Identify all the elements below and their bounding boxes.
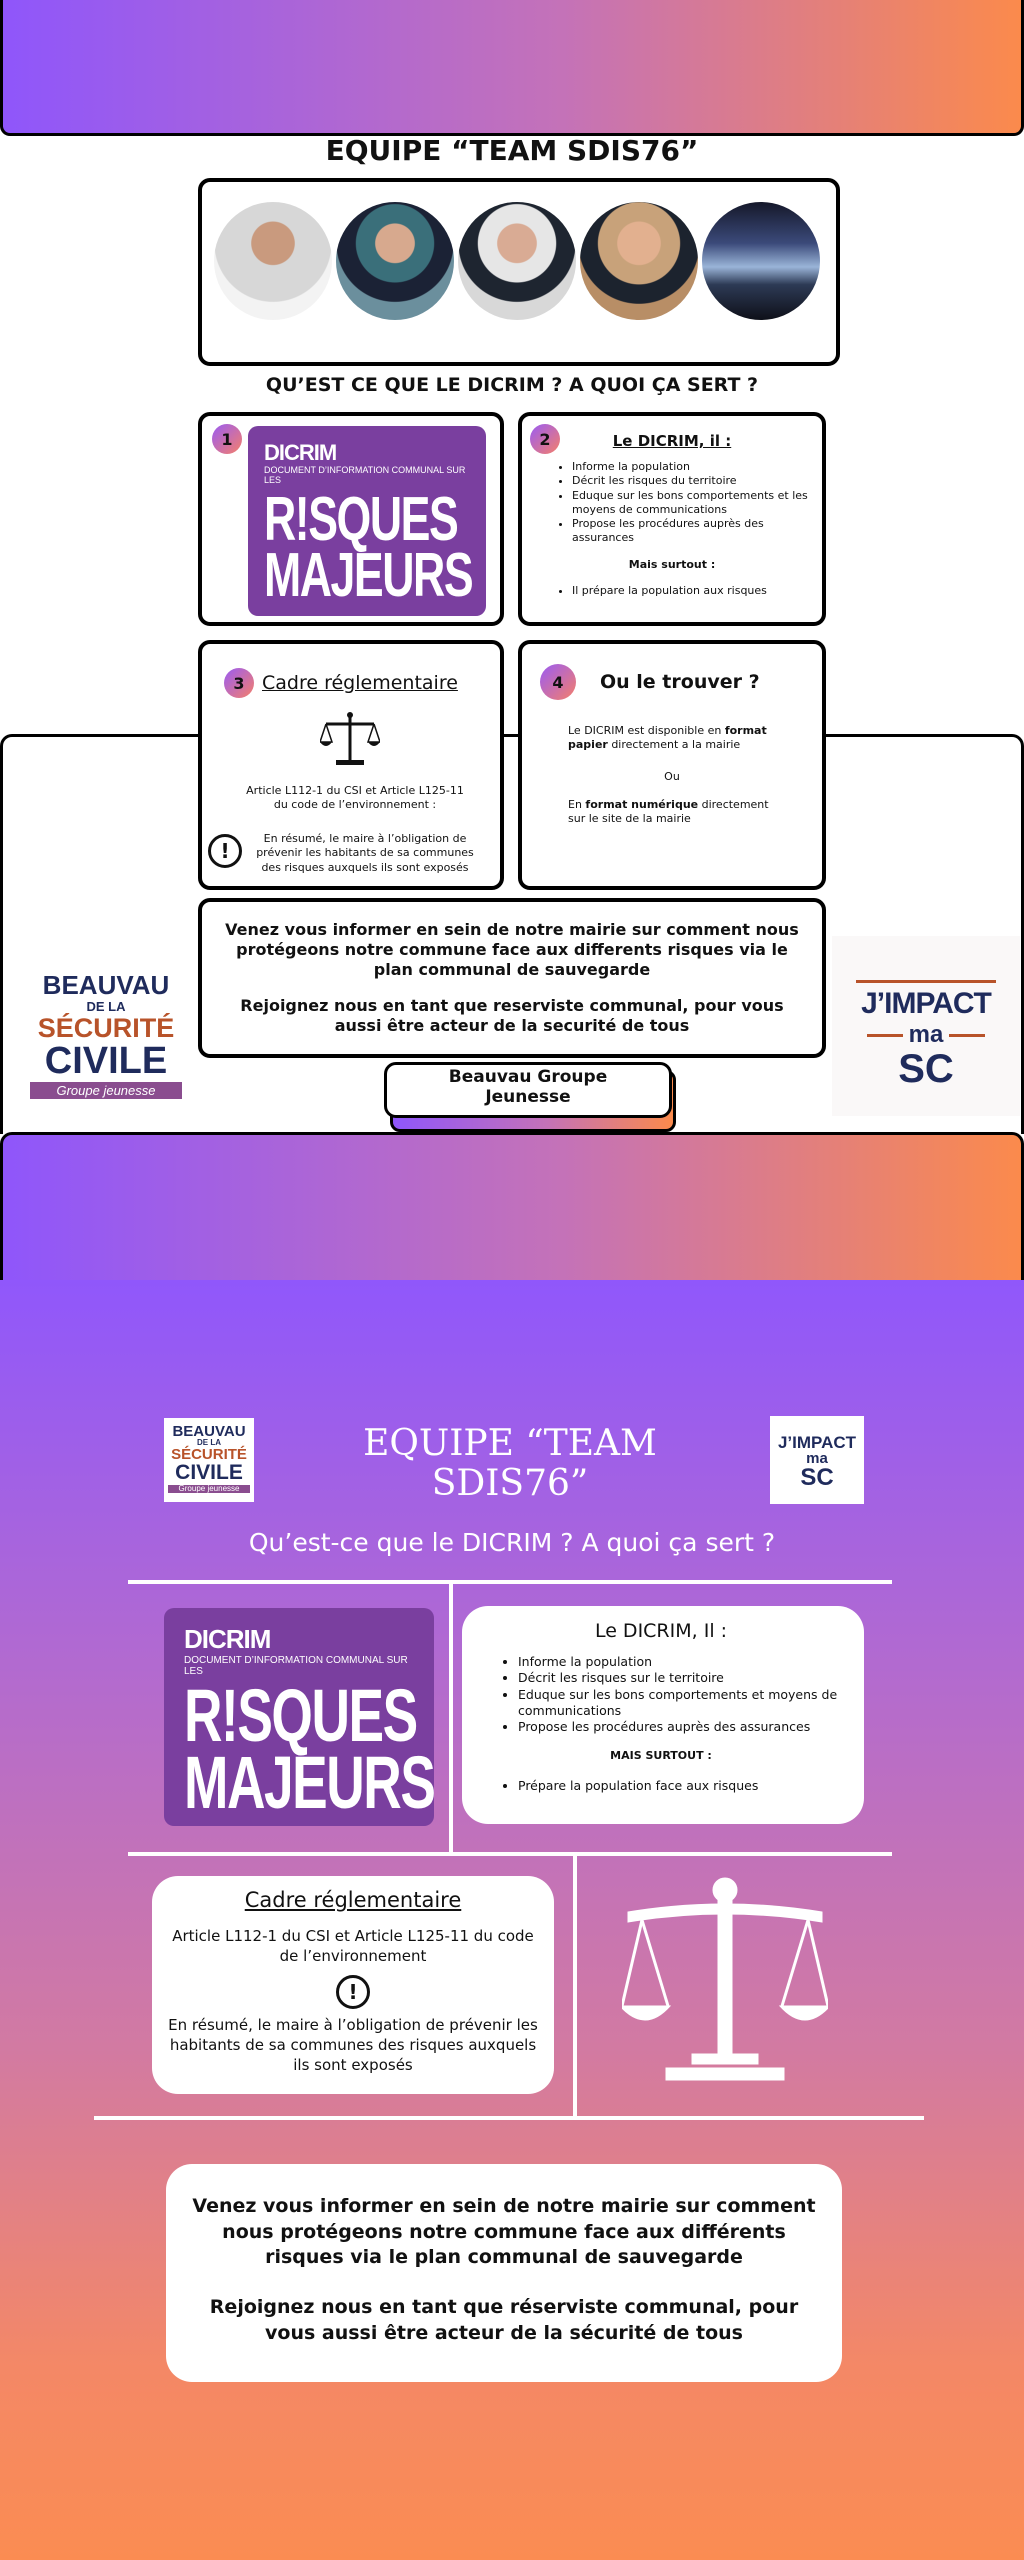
step-2-badge: 2	[530, 424, 560, 454]
beauvau-logo-small: BEAUVAU DE LA SÉCURITÉ CIVILE Groupe jeunesse	[164, 1418, 254, 1502]
cta-line-1: Venez vous informer en sein de notre mairie sur comment nous protégeons notre commune face aux differents risques via le plan communal de sauvegarde	[225, 920, 799, 979]
bottom-cta-line-1: Venez vous informer en sein de notre mairie sur comment nous protégeons notre commune face aux différents risques via le plan communal de sauvegarde	[192, 2195, 816, 2269]
card-cadre-reglementaire	[198, 640, 504, 890]
bottom-cta-card	[166, 2164, 842, 2382]
bottom-cadre-article: Article L112-1 du CSI et Article L125-11 du code de l’environnement	[172, 1927, 534, 1966]
beauvau-logo: BEAUVAU DE LA SÉCURITÉ CIVILE Groupe jeunesse	[30, 972, 182, 1099]
card4-or: Ou	[664, 770, 680, 783]
jimpact-logo: J’IMPACT ma SC	[832, 936, 1020, 1116]
cta-box	[198, 898, 826, 1058]
jimpact-logo-small: J’IMPACT ma SC	[770, 1416, 864, 1504]
card4-title: Ou le trouver ?	[600, 671, 760, 693]
cta-line-2: Rejoignez nous en tant que reserviste communal, pour vous aussi être acteur de la securité de tous	[240, 996, 784, 1035]
divider-middle	[128, 1852, 892, 1856]
card-dicrim-logo	[198, 412, 504, 626]
card3-title: Cadre réglementaire	[262, 672, 458, 694]
exclamation-icon: !	[208, 834, 242, 868]
bottom-dicrim-card-title: Le DICRIM, Il :	[594, 1620, 728, 1642]
exclamation-icon-bottom: !	[336, 1975, 370, 2009]
card4-paragraph-digital: En format numérique directement sur le site de la mairie	[568, 798, 769, 826]
bottom-cta-line-2: Rejoignez nous en tant que réserviste communal, pour vous aussi être acteur de la sécurité de tous	[209, 2295, 799, 2344]
scales-icon	[320, 710, 380, 770]
middle-banner	[0, 1132, 1024, 1280]
divider-bottom	[94, 2116, 924, 2120]
top-banner	[0, 0, 1024, 136]
step-3-badge: 3	[224, 668, 254, 698]
card4-paragraph-paper: Le DICRIM est disponible en format papier directement a la mairie	[568, 724, 767, 752]
team-member-photo-3	[458, 202, 576, 320]
dicrim-logo-bottom: DICRIM DOCUMENT D’INFORMATION COMMUNAL SUR LES R!SQUES MAJEURS	[164, 1608, 434, 1826]
team-photos-box	[198, 178, 840, 366]
bottom-cadre-card	[152, 1876, 554, 2094]
team-member-photo-5	[702, 202, 820, 320]
scales-icon-white	[622, 1876, 828, 2084]
bottom-dicrim-card: Le DICRIM, Il : • Informe la population • Décrit les risques sur le territoire • Eduque sur les bons comportements et moyens de communications • Propose les procédures auprès des assurances MAIS SURTOUT : • Prépare la population face aux risques	[462, 1606, 864, 1824]
team-member-photo-2	[336, 202, 454, 320]
bottom-question: Qu’est-ce que le DICRIM ? A quoi ça sert ?	[248, 1528, 776, 1557]
card2-list: • Informe la population • Décrit les risques du territoire • Eduque sur les bons comportements et les moyens de communications • Propose les procédures auprès des assurances	[556, 460, 808, 546]
card-ou-le-trouver	[518, 640, 826, 890]
bottom-cadre-summary: En résumé, le maire à l’obligation de prévenir les habitants de sa communes des risques auxquels ils sont exposés	[168, 2015, 538, 2074]
dicrim-logo: DICRIM DOCUMENT D’INFORMATION COMMUNAL SUR LES R!SQUES MAJEURS	[248, 426, 486, 616]
team-member-photo-4	[580, 202, 698, 320]
step-4-badge: 4	[540, 664, 576, 700]
card2-title: Le DICRIM, il :	[612, 432, 732, 450]
divider-vertical-2	[573, 1852, 577, 2120]
card-dicrim-role: 2 Le DICRIM, il : • Informe la population • Décrit les risques du territoire • Eduque sur les bons comportements et les moyens de communications • Propose les procédures auprès des assurances Mais surtout : • Il prépare la population aux risques	[518, 412, 826, 626]
team-title: EQUIPE “TEAM SDIS76”	[325, 134, 699, 167]
section-question: QU’EST CE QUE LE DICRIM ? A QUOI ÇA SERT ?	[265, 374, 759, 396]
card3-summary: En résumé, le maire à l’obligation de prévenir les habitants de sa communes des risques auxquels ils sont exposés	[256, 832, 474, 874]
step-1-badge: 1	[212, 424, 242, 454]
divider-vertical-1	[449, 1580, 453, 1856]
divider-top	[128, 1580, 892, 1584]
beauvau-groupe-jeunesse-button[interactable]: Beauvau Groupe Jeunesse	[384, 1062, 672, 1118]
bottom-title: EQUIPE “TEAM SDIS76”	[363, 1423, 657, 1504]
card3-article: Article L112-1 du CSI et Article L125-11 du code de l’environnement :	[246, 784, 464, 812]
bottom-cadre-title: Cadre réglementaire	[244, 1888, 462, 1912]
team-member-photo-1	[214, 202, 332, 320]
